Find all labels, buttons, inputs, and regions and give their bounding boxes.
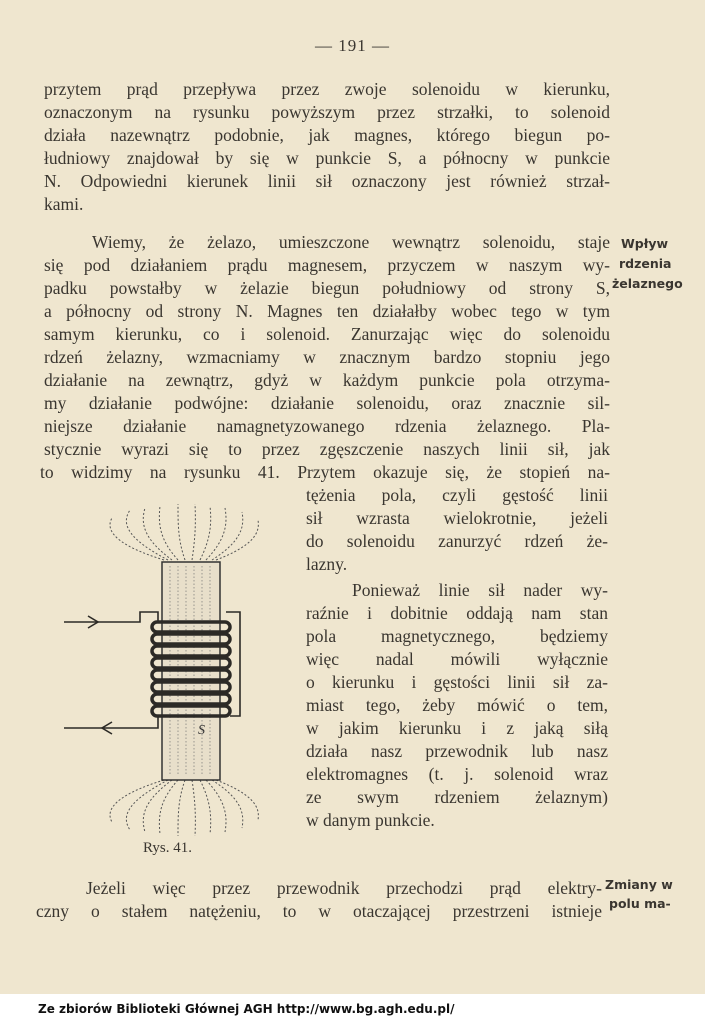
text-line: sił wzrasta wielokrotnie, jeżeli [306, 508, 608, 528]
text-line: to widzimy na rysunku 41. Przytem okazuje się, że stopień na- [40, 462, 610, 482]
text-line: miast tego, żeby mówić o tem, [306, 695, 608, 715]
solenoid-figure [60, 500, 290, 840]
text-line: lazny. [306, 554, 348, 574]
text-line: rdzeń żelazny, wzmacniamy w znacznym bardzo stopniu jego [44, 347, 610, 367]
text-line: padku powstałby w żelazie biegun południowy od strony S, [44, 278, 610, 298]
text-line: przytem prąd przepływa przez zwoje solenoidu w kierunku, [44, 79, 610, 99]
text-line: raźnie i dobitnie oddają nam stan [306, 603, 608, 623]
margin-note-line: polu ma- [609, 896, 671, 911]
text-line: tężenia pola, czyli gęstość linii [306, 485, 608, 505]
library-footer: Ze zbiorów Biblioteki Głównej AGH http://www.bg.agh.edu.pl/ [0, 994, 705, 1024]
margin-note-line: rdzenia [619, 256, 672, 271]
text-line: działa nazewnątrz podobnie, jak magnes, którego biegun po- [44, 125, 610, 145]
field-lines-top [110, 504, 258, 560]
page-number: — 191 — [315, 36, 390, 55]
text-line: samym kierunku, co i solenoid. Zanurzając więc do solenoidu [44, 324, 610, 344]
field-lines-bottom [110, 780, 258, 836]
text-line: więc nadal mówili wyłącznie [306, 649, 608, 669]
text-line: elektromagnes (t. j. solenoid wraz [306, 764, 608, 784]
text-line: N. Odpowiedni kierunek linii sił oznaczony jest również strzał- [44, 171, 610, 191]
margin-note-line: Wpływ [621, 236, 669, 251]
pole-label: S [198, 723, 205, 738]
figure-caption: Rys. 41. [143, 840, 192, 856]
text-line: łudniowy znajdował by się w punkcie S, a północny w punkcie [44, 148, 610, 168]
text-line: o kierunku i gęstości linii sił za- [306, 672, 608, 692]
text-line: czny o stałem natężeniu, to w otaczającej przestrzeni istnieje [36, 901, 602, 921]
text-line: stycznie wyrazi się to przez zgęszczenie naszych linii sił, jak [44, 439, 610, 459]
text-line: działa nasz przewodnik lub nasz [306, 741, 608, 761]
text-line: Ponieważ linie sił nader wy- [352, 580, 608, 600]
text-line: w jakim kierunku i z jaką siłą [306, 718, 608, 738]
text-line: się pod działaniem prądu magnesem, przyczem w naszym wy- [44, 255, 610, 275]
text-line: pola magnetycznego, będziemy [306, 626, 608, 646]
current-arrow-icon [88, 616, 112, 734]
text-line: Jeżeli więc przez przewodnik przechodzi prąd elektry- [86, 878, 602, 898]
text-line: a północny od strony N. Magnes ten działałby wobec tego w tym [44, 301, 610, 321]
margin-note-line: żelaznego [612, 276, 683, 291]
text-line: ze swym rdzeniem żelaznym) [306, 787, 608, 807]
text-line: Wiemy, że żelazo, umieszczone wewnątrz solenoidu, staje [92, 232, 610, 252]
text-line: niejsze działanie namagnetyzowanego rdzenia żelaznego. Pla- [44, 416, 610, 436]
text-line: kami. [44, 194, 84, 214]
text-line: w danym punkcie. [306, 810, 435, 830]
text-line: my działanie podwójne: działanie solenoidu, oraz znacznie sil- [44, 393, 610, 413]
margin-note-line: Zmiany w [605, 877, 673, 892]
text-line: działanie na zewnątrz, gdyż w każdym punkcie pola otrzyma- [44, 370, 610, 390]
text-line: oznaczonym na rysunku powyższym przez strzałki, to solenoid [44, 102, 610, 122]
text-line: do solenoidu zanurzyć rdzeń że- [306, 531, 608, 551]
